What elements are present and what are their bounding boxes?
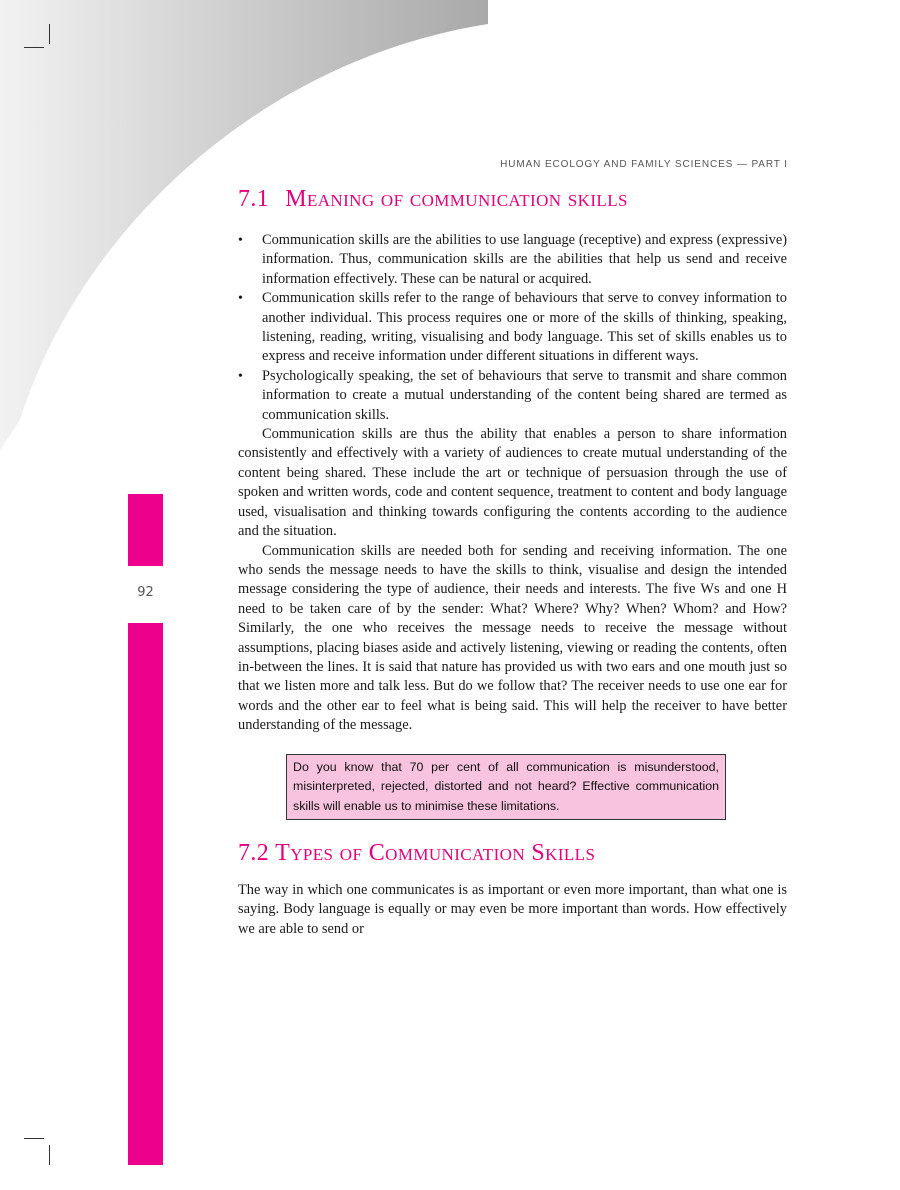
margin-bar-bottom <box>128 623 163 1165</box>
section-number: 7.2 <box>238 840 270 867</box>
main-content <box>238 186 787 939</box>
bullet-text: Communication skills refer to the range of behaviours that serve to convey information to another individual. This process requires one or more of the skills of thinking, speaking, listening, reading, writing, visualising and body language. This set of skills enables us to express and receive information under different situations in different ways. <box>262 290 787 365</box>
body-paragraph: Communication skills are needed both for sending and receiving information. The one who sends the message needs to have the skills to think, visualise and design the intended message considering the type of audience, their needs and interests. The five Ws and one H need to be taken care of by the sender: What? Where? Why? When? Whom? and How? Similarly, the one who receives the message needs to receive the message without assumptions, placing biases aside and actively listening, viewing or reading the contents, often in-between the lines. It is said that nature has provided us with two ears and one mouth just so that we listen more and talk less. But do we follow that? The receiver needs to use one ear for words and the other ear to feel what is being said. This will help the receiver to have better understanding of the message. <box>238 542 787 734</box>
crop-mark <box>49 24 50 44</box>
list-item <box>238 289 787 367</box>
section-number: 7.1 <box>238 186 270 212</box>
bullet-list <box>238 231 787 425</box>
margin-bar-top <box>128 494 163 566</box>
page-number: 92 <box>137 585 154 600</box>
crop-mark <box>49 1145 50 1165</box>
did-you-know-callout: Do you know that 70 per cent of all communication is misunderstood, misinterpreted, rejected, distorted and not heard? Effective communication skills will enable us to minimise these limitations. <box>286 754 726 821</box>
body-paragraph: The way in which one communicates is as important or even more important, than what one is saying. Body language is equally or may even be more important than words. How effectively we are able to send or <box>238 882 787 937</box>
section-title: Types of Communication Skills <box>275 840 596 867</box>
list-item <box>238 367 787 425</box>
section-heading-7-2 <box>238 840 787 867</box>
bullet-text: Psychologically speaking, the set of behaviours that serve to transmit and share common information to create a mutual understanding of the content being shared are termed as communication skills. <box>262 367 787 423</box>
crop-mark <box>24 1138 44 1139</box>
bullet-icon: • <box>238 291 243 307</box>
body-paragraph: Communication skills are thus the ability that enables a person to share information consistently and effectively with a variety of audiences to create mutual understanding of the content being shared. These include the art or technique of persuasion through the use of spoken and written words, code and content sequence, treatment to content and body language used, visualisation and thinking towards configuring the contents according to the audience and the situation. <box>238 426 787 540</box>
bullet-icon: • <box>238 233 243 248</box>
section-heading-7-1 <box>238 186 787 213</box>
crop-mark <box>24 47 44 48</box>
running-header: HUMAN ECOLOGY AND FAMILY SCIENCES — PART I <box>500 159 788 170</box>
section-title: Meaning of communication skills <box>285 186 628 212</box>
bullet-text: Communication skills are the abilities to use language (receptive) and express (expressive) information. Thus, communication skills are the abilities that help us send and receive information effectively. These can be natural or acquired. <box>262 232 787 287</box>
bullet-icon: • <box>238 368 243 384</box>
list-item <box>238 231 787 289</box>
